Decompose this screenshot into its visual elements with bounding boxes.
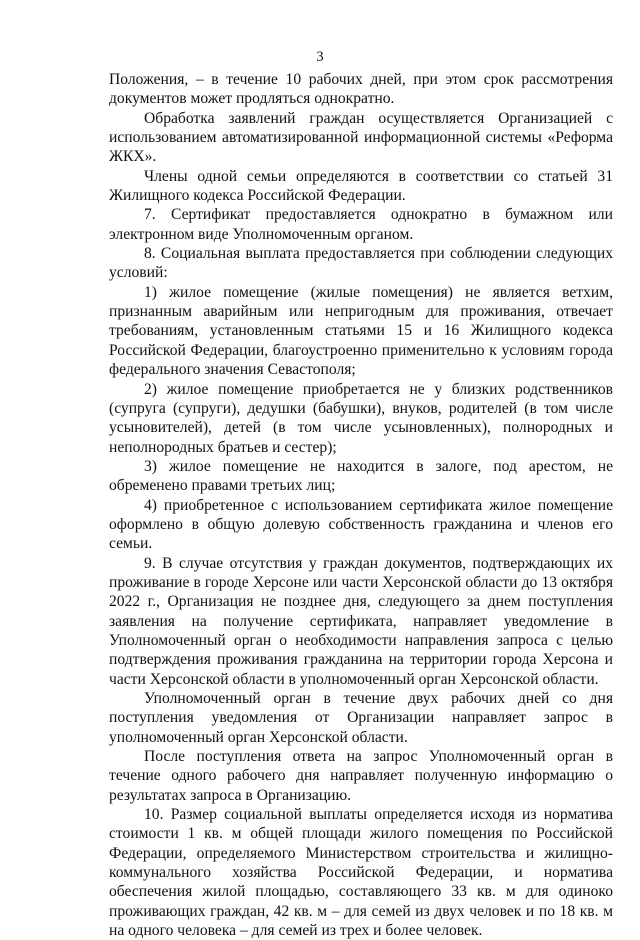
paragraph-clause-8: 8. Социальная выплата предоставляется при соблюдении следующих условий: — [109, 245, 613, 282]
paragraph-clause-7: 7. Сертификат предоставляется однократно в бумажном или электронном виде Уполномоченным органом. — [109, 206, 613, 243]
paragraph-processing: Обработка заявлений граждан осуществляется Организацией с использованием автоматизированной информационной системы «Реформа ЖКХ». — [109, 109, 613, 166]
paragraph-continuation: Положения, – в течение 10 рабочих дней, при этом срок рассмотрения документов может продляться однократно. — [109, 71, 613, 108]
paragraph-condition-1: 1) жилое помещение (жилые помещения) не является ветхим, признанным аварийным или непригодным для проживания, отвечает требованиям, установленным статьями 15 и 16 Жилищного кодекса Российской Федерации, благоустроенно применительно к условиям города федерального значения Севастополя; — [109, 283, 613, 379]
page-number: 3 — [316, 49, 324, 65]
paragraph-clause-10: 10. Размер социальной выплаты определяется исходя из норматива стоимости 1 кв. м общей площади жилого помещения по Российской Федерации, определяемого Министерством строительства и жилищно-коммунального хозяйства Российской Федерации, и норматива обеспечения жилой площадью, составляющего 33 кв. м для одиноко проживающих граждан, 42 кв. м – для семей из двух человек и по 18 кв. м на одного человека – для семей из трех и более человек. — [109, 806, 613, 940]
paragraph-authority-request: Уполномоченный орган в течение двух рабочих дней со дня поступления уведомления от Организации направляет запрос в уполномоченный орган Херсонской области. — [109, 690, 613, 746]
paragraph-response: После поступления ответа на запрос Уполномоченный орган в течение одного рабочего дня направляет полученную информацию о результатах запроса в Организацию. — [109, 748, 613, 804]
paragraph-family-members: Члены одной семьи определяются в соответствии со статьей 31 Жилищного кодекса Российской Федерации. — [109, 167, 613, 205]
paragraph-condition-3: 3) жилое помещение не находится в залоге, под арестом, не обременено правами третьих лиц; — [109, 457, 613, 495]
paragraph-clause-9: 9. В случае отсутствия у граждан документов, подтверждающих их проживание в городе Херсоне или части Херсонской области до 13 октября 2022 г., Организация не позднее дня, следующего за днем поступления заявления на получение сертификата, направляет уведомление в Уполномоченный орган о необходимости направления запроса с целью подтверждения проживания гражданина на территории города Херсона и части Херсонской области в уполномоченный орган Херсонской области. — [109, 554, 613, 688]
paragraph-condition-4: 4) приобретенное с использованием сертификата жилое помещение оформлено в общую долевую собственность гражданина и членов его семьи. — [109, 496, 613, 553]
document-body — [109, 70, 613, 940]
paragraph-condition-2: 2) жилое помещение приобретается не у близких родственников (супруга (супруги), дедушки (бабушки), внуков, родителей (в том числе усыновителей), детей (в том числе усыновленных), полнородных и неполнородных братьев и сестер); — [109, 380, 613, 456]
